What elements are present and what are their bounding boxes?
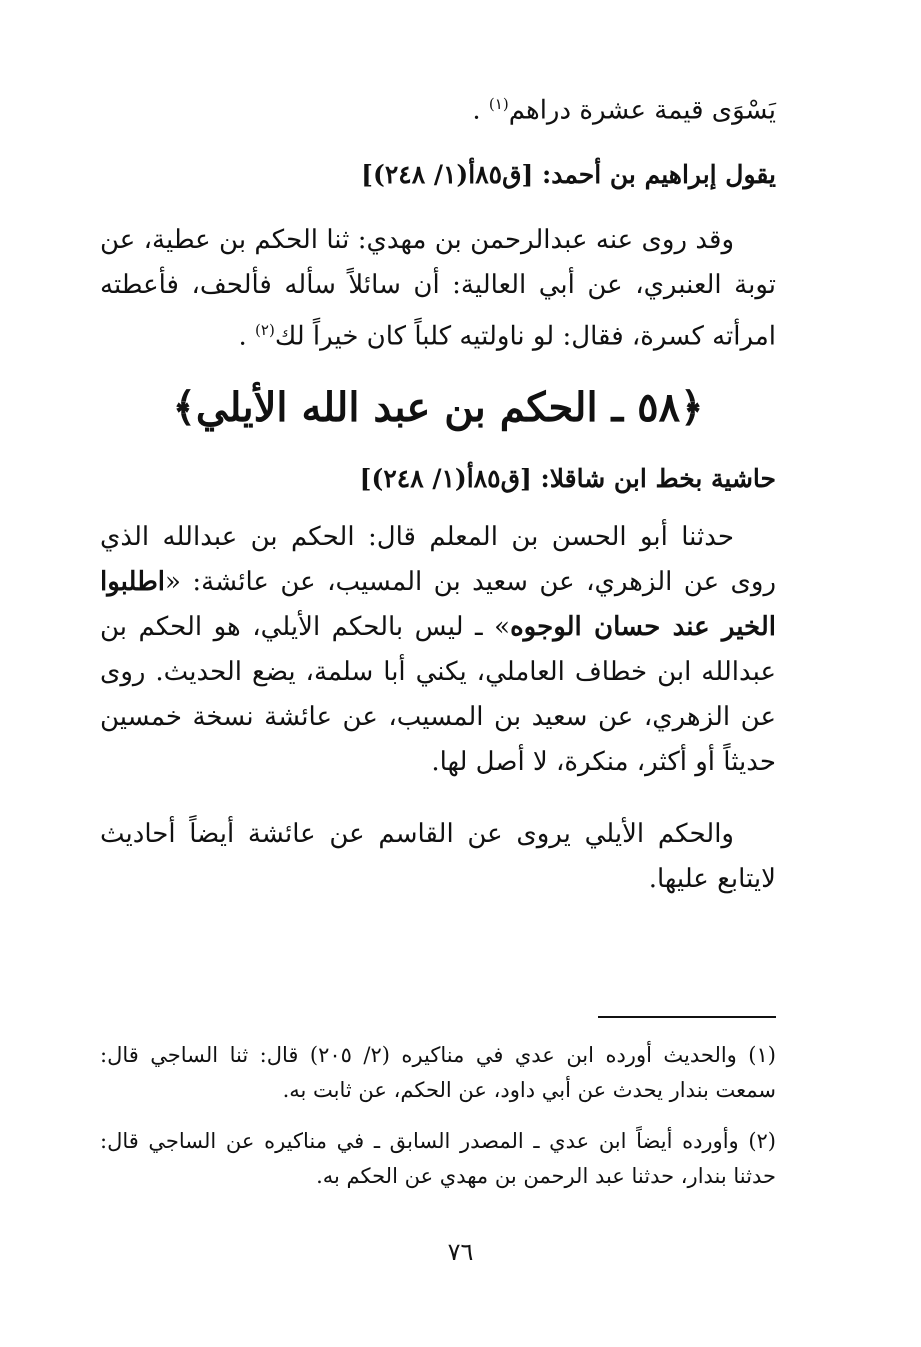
paragraph-text: وقد روى عنه عبدالرحمن بن مهدي: ثنا الحكم بن عطية، عن توبة العنبري، عن أبي العالية: أن سائلاً سأله فألحف، فأعطته امرأته كسرة، فقال: لو ناولتيه كلباً كان خيراً لك	[100, 225, 776, 352]
paragraph-text-b: » ـ ليس بالحكم الأيلي، هو الحكم بن عبدالله ابن خطاف العاملي، يكني أبا سلمة، يضع الحديث. روى عن الزهري، عن سعيد بن المسيب، عن عائشة نسخة خمسين حديثاً أو أكثر، منكرة، لا أصل لها.	[100, 612, 776, 777]
paragraph-narration	[100, 218, 776, 360]
footnote-ref-2: (٢)	[255, 321, 275, 339]
footnote-ref-1: (١)	[488, 95, 509, 113]
page-number: ٧٦	[447, 1238, 474, 1266]
footnote-2: (٢) وأورده أيضاً ابن عدي ـ المصدر السابق ـ في مناكيره عن الساجي قال: حدثنا بندار، حدثنا عبد الرحمن بن مهدي عن الحكم به.	[100, 1129, 776, 1188]
footnote-1: (١) والحديث أورده ابن عدي في مناكيره (٢/ ٢٠٥) قال: ثنا الساجي قال: سمعت بندار يحدث عن أبي داود، عن الحكم، عن ثابت به.	[100, 1043, 776, 1102]
paragraph-hadith	[100, 515, 776, 785]
paragraph-text: يَسْوَى قيمة عشرة دراهم	[508, 95, 776, 126]
sentence-end: .	[472, 95, 489, 126]
paragraph-closing: والحكم الأيلي يروى عن القاسم عن عائشة أيضاً أحاديث لايتابع عليها.	[100, 819, 776, 894]
section-heading-ibrahim: يقول إبراهيم بن أحمد: [ق٨٥أ(١/ ٢٤٨)]	[361, 160, 776, 189]
footnote-separator	[598, 1016, 776, 1018]
paragraph-text-a: حدثنا أبو الحسن بن المعلم قال: الحكم بن عبدالله الذي روى عن الزهري، عن سعيد بن المسيب، عن عائشة: «	[100, 522, 776, 597]
entry-title: ﴿٥٨ ـ الحكم بن عبد الله الأيلي﴾	[172, 384, 704, 431]
paragraph-continuation	[100, 82, 776, 134]
section-heading-marginal-note: حاشية بخط ابن شاقلا: [ق٨٥أ(١/ ٢٤٨)]	[359, 464, 776, 493]
hadith-quote: اطلبوا الخير عند حسان الوجوه	[100, 567, 776, 642]
sentence-end: .	[238, 321, 256, 352]
